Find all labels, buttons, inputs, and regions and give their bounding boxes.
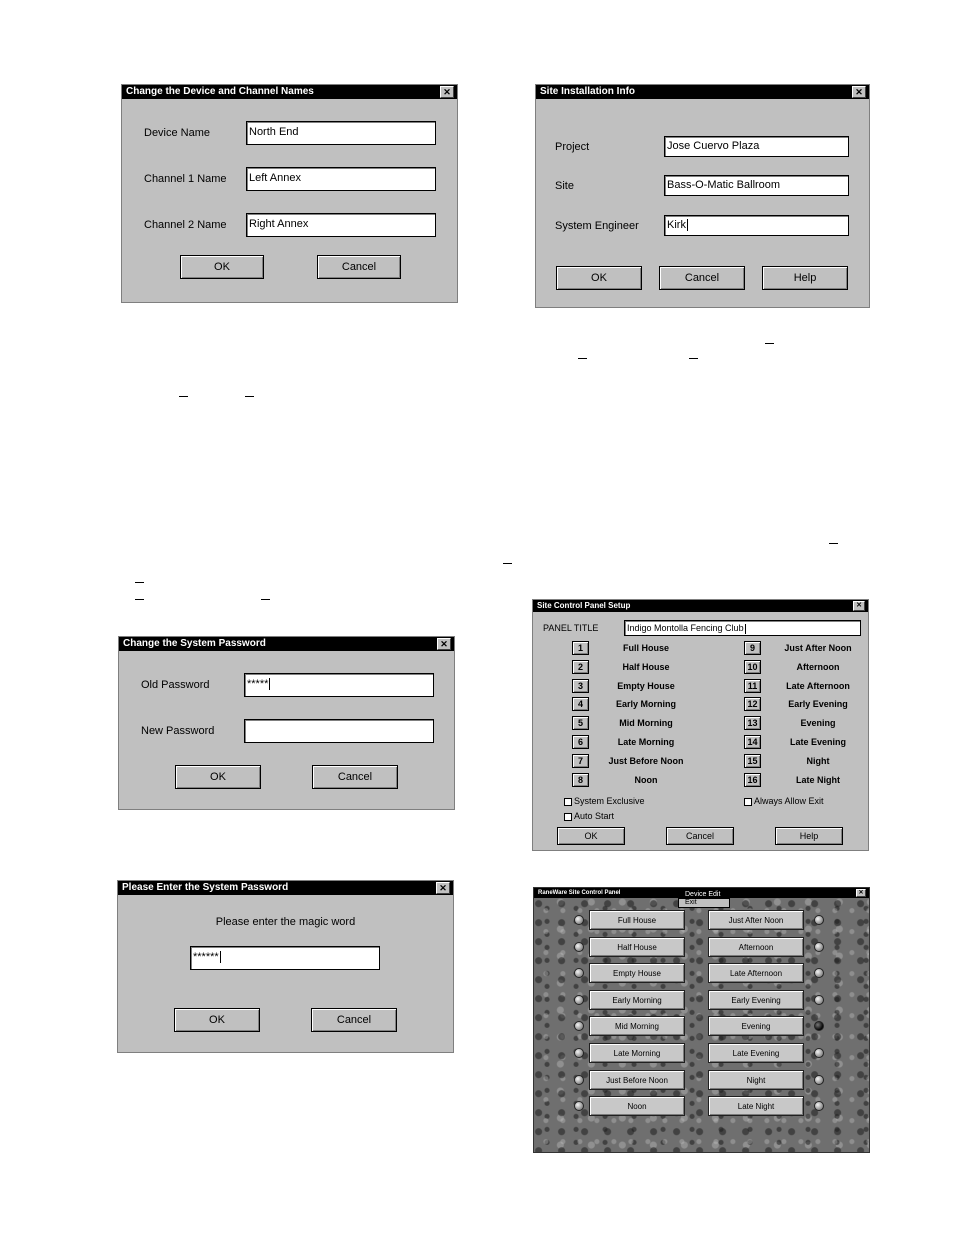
- preset-number-button[interactable]: 10: [744, 660, 761, 674]
- preset-number-button[interactable]: 12: [744, 697, 761, 711]
- menu-item-device-edit[interactable]: Device Edit: [679, 891, 729, 899]
- preset-number-button[interactable]: 8: [572, 773, 589, 787]
- channel2-name-input[interactable]: [246, 213, 436, 237]
- channel1-name-label: Channel 1 Name: [144, 173, 227, 185]
- indicator-light-icon: [574, 1048, 584, 1058]
- dialog-titlebar[interactable]: [536, 85, 869, 99]
- preset-button[interactable]: Late Afternoon: [708, 963, 804, 983]
- preset-button[interactable]: Early Evening: [708, 990, 804, 1010]
- device-name-value: North End: [249, 126, 299, 138]
- project-input[interactable]: [664, 136, 849, 157]
- close-icon[interactable]: ✕: [440, 86, 454, 98]
- underline-mark: [179, 396, 188, 397]
- preset-label: Noon: [634, 774, 658, 785]
- help-button[interactable]: Help: [762, 266, 848, 290]
- system-exclusive-checkbox[interactable]: [564, 798, 572, 806]
- system-exclusive-label: System Exclusive: [574, 796, 645, 806]
- cancel-button[interactable]: Cancel: [311, 1008, 397, 1032]
- preset-number-button[interactable]: 2: [572, 660, 589, 674]
- preset-label: Late Evening: [789, 737, 846, 747]
- preset-label: Early Evening: [788, 699, 848, 710]
- dialog-title: RaneWare Site Control Panel: [538, 890, 621, 896]
- preset-label: Late Morning: [617, 737, 675, 747]
- help-button[interactable]: Help: [775, 827, 843, 845]
- auto-start-label: Auto Start: [574, 811, 615, 821]
- cancel-button[interactable]: Cancel: [659, 266, 745, 290]
- preset-label: Late Afternoon: [786, 680, 850, 691]
- project-value: Jose Cuervo Plaza: [667, 140, 760, 152]
- cancel-button[interactable]: Cancel: [666, 827, 734, 845]
- preset-button[interactable]: Mid Morning: [589, 1016, 685, 1036]
- panel-background: [534, 898, 869, 1152]
- active-indicator-light-icon: [814, 1021, 824, 1031]
- underline-mark: [689, 358, 698, 359]
- preset-label: Half House: [622, 661, 670, 672]
- preset-label: Afternoon: [796, 661, 840, 672]
- dialog-titlebar[interactable]: [122, 85, 457, 99]
- preset-label: Mid Morning: [619, 718, 673, 729]
- indicator-light-icon: [574, 1075, 584, 1085]
- preset-button[interactable]: Noon: [589, 1096, 685, 1116]
- cancel-button[interactable]: Cancel: [317, 255, 401, 279]
- underline-mark: [245, 396, 254, 397]
- preset-label: Just After Noon: [784, 643, 852, 653]
- preset-number-button[interactable]: 9: [744, 641, 761, 655]
- panel-title-input[interactable]: [624, 620, 861, 636]
- preset-button[interactable]: Early Morning: [589, 990, 685, 1010]
- preset-button[interactable]: Half House: [589, 937, 685, 957]
- indicator-light-icon: [574, 1101, 584, 1111]
- close-icon[interactable]: ✕: [853, 601, 865, 611]
- preset-number-button[interactable]: 13: [744, 716, 761, 730]
- close-icon[interactable]: ✕: [437, 638, 451, 650]
- password-prompt: Please enter the magic word: [215, 916, 356, 928]
- text-caret-icon: [220, 951, 221, 963]
- channel2-name-value: Right Annex: [249, 218, 309, 230]
- indicator-light-icon: [814, 995, 824, 1005]
- indicator-light-icon: [814, 1101, 824, 1111]
- ok-button[interactable]: OK: [557, 827, 625, 845]
- ok-button[interactable]: OK: [556, 266, 642, 290]
- indicator-light-icon: [814, 915, 824, 925]
- preset-button[interactable]: Late Evening: [708, 1043, 804, 1063]
- preset-label: Night: [806, 755, 830, 766]
- text-caret-icon: [745, 624, 746, 634]
- password-input[interactable]: [190, 946, 380, 970]
- preset-button[interactable]: Night: [708, 1070, 804, 1090]
- preset-button[interactable]: Late Morning: [589, 1043, 685, 1063]
- close-icon[interactable]: ✕: [856, 889, 866, 897]
- old-password-label: Old Password: [141, 679, 210, 691]
- context-menu: [678, 890, 730, 908]
- indicator-light-icon: [574, 915, 584, 925]
- site-label: Site: [555, 180, 574, 192]
- preset-button[interactable]: Afternoon: [708, 937, 804, 957]
- indicator-light-icon: [574, 1021, 584, 1031]
- indicator-light-icon: [574, 968, 584, 978]
- underline-mark: [578, 358, 587, 359]
- cancel-button[interactable]: Cancel: [312, 765, 398, 789]
- change-password-dialog: [118, 636, 455, 810]
- dialog-title: Site Installation Info: [540, 86, 636, 97]
- dialog-titlebar[interactable]: [118, 881, 453, 895]
- device-names-dialog: [121, 84, 458, 303]
- underline-mark: [503, 563, 512, 564]
- dialog-title: Please Enter the System Password: [122, 882, 289, 893]
- close-icon[interactable]: ✕: [436, 882, 450, 894]
- preset-label: Late Night: [796, 774, 840, 785]
- device-name-label: Device Name: [144, 127, 211, 139]
- preset-button[interactable]: Just After Noon: [708, 910, 804, 930]
- preset-label: Empty House: [617, 680, 675, 691]
- runtime-control-panel: [533, 887, 870, 1153]
- ok-button[interactable]: OK: [174, 1008, 260, 1032]
- enter-password-dialog: [117, 880, 454, 1053]
- text-caret-icon: [687, 219, 688, 231]
- dialog-title: Change the Device and Channel Names: [126, 86, 314, 97]
- new-password-input[interactable]: [244, 719, 434, 743]
- site-value: Bass-O-Matic Ballroom: [667, 179, 781, 191]
- preset-number-button[interactable]: 7: [572, 754, 589, 768]
- panel-title-value: Indigo Montolla Fencing Club: [627, 623, 744, 633]
- preset-button[interactable]: Evening: [708, 1016, 804, 1036]
- preset-number-button[interactable]: 5: [572, 716, 589, 730]
- preset-number-button[interactable]: 11: [744, 679, 761, 693]
- preset-button[interactable]: Full House: [589, 910, 685, 930]
- dialog-titlebar[interactable]: [119, 637, 454, 651]
- always-allow-exit-label: Always Allow Exit: [754, 796, 824, 806]
- text-caret-icon: [269, 678, 270, 690]
- system-engineer-label: System Engineer: [555, 220, 639, 232]
- indicator-light-icon: [814, 968, 824, 978]
- channel1-name-input[interactable]: [246, 167, 436, 191]
- preset-number-button[interactable]: 14: [744, 735, 761, 749]
- indicator-light-icon: [814, 1075, 824, 1085]
- panel-setup-dialog: [532, 599, 869, 851]
- underline-mark: [765, 343, 774, 344]
- preset-number-button[interactable]: 1: [572, 641, 589, 655]
- ok-button[interactable]: OK: [175, 765, 261, 789]
- preset-number-button[interactable]: 6: [572, 735, 589, 749]
- site-installation-dialog: [535, 84, 870, 308]
- indicator-light-icon: [814, 1048, 824, 1058]
- preset-number-button[interactable]: 3: [572, 679, 589, 693]
- underline-mark: [135, 599, 144, 600]
- new-password-label: New Password: [141, 725, 215, 737]
- preset-button[interactable]: Just Before Noon: [589, 1070, 685, 1090]
- indicator-light-icon: [814, 942, 824, 952]
- preset-label: Evening: [800, 718, 836, 729]
- system-engineer-value: Kirk: [667, 219, 686, 231]
- preset-button[interactable]: Empty House: [589, 963, 685, 983]
- preset-label: Full House: [622, 643, 669, 653]
- preset-number-button[interactable]: 4: [572, 697, 589, 711]
- channel1-name-value: Left Annex: [249, 172, 301, 184]
- preset-number-button[interactable]: 16: [744, 773, 761, 787]
- always-allow-exit-checkbox[interactable]: [744, 798, 752, 806]
- underline-mark: [829, 543, 838, 544]
- dialog-titlebar[interactable]: [533, 600, 868, 612]
- device-name-input[interactable]: [246, 121, 436, 145]
- password-value: ******: [193, 951, 219, 963]
- indicator-light-icon: [574, 942, 584, 952]
- preset-label: Early Morning: [615, 699, 676, 710]
- preset-button[interactable]: Late Night: [708, 1096, 804, 1116]
- project-label: Project: [555, 141, 590, 153]
- system-engineer-input[interactable]: [664, 215, 849, 236]
- old-password-value: *****: [247, 678, 269, 690]
- preset-label: Just Before Noon: [608, 755, 684, 766]
- old-password-input[interactable]: [244, 673, 434, 697]
- panel-title-label: PANEL TITLE: [543, 623, 599, 633]
- dialog-title: Change the System Password: [123, 638, 266, 649]
- menu-item-exit[interactable]: Exit: [685, 899, 697, 906]
- close-icon[interactable]: ✕: [852, 86, 866, 98]
- preset-number-button[interactable]: 15: [744, 754, 761, 768]
- ok-button[interactable]: OK: [180, 255, 264, 279]
- underline-mark: [261, 599, 270, 600]
- underline-mark: [135, 582, 144, 583]
- channel2-name-label: Channel 2 Name: [144, 219, 227, 231]
- indicator-light-icon: [574, 995, 584, 1005]
- site-input[interactable]: [664, 175, 849, 196]
- dialog-title: Site Control Panel Setup: [537, 601, 631, 610]
- auto-start-checkbox[interactable]: [564, 813, 572, 821]
